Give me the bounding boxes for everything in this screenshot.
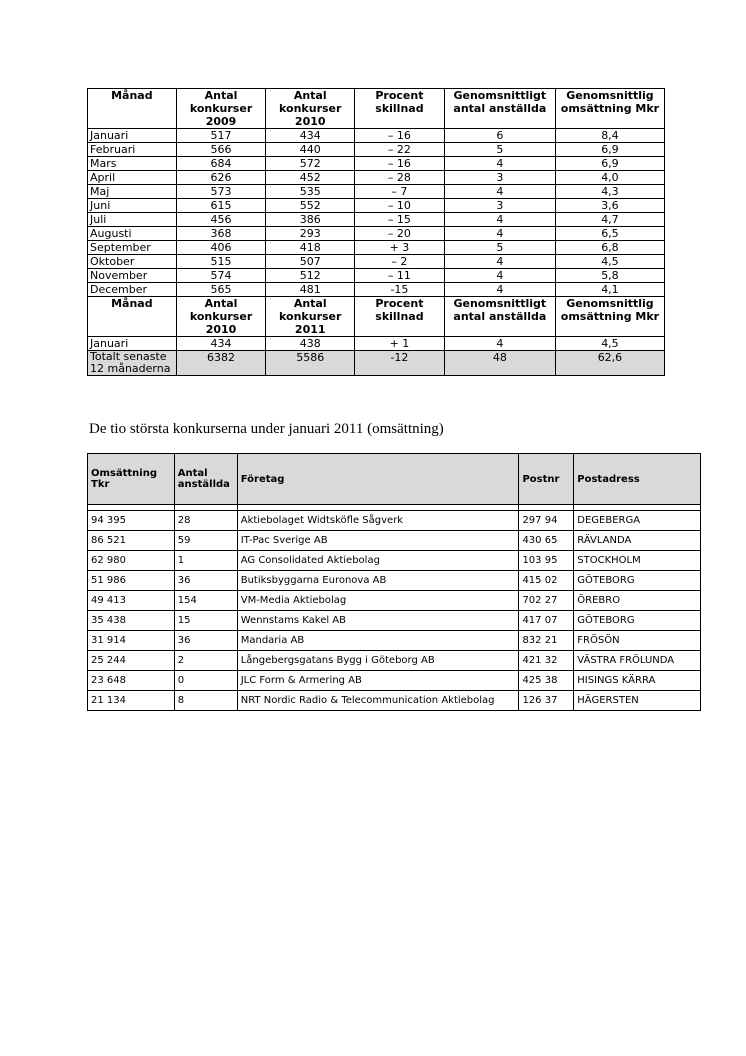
employees-cell: 1	[174, 551, 237, 571]
employees-cell: 154	[174, 591, 237, 611]
postal-address-cell: GÖTEBORG	[574, 611, 701, 631]
month-value-cell: -15	[355, 283, 445, 297]
monthly-bankruptcy-table	[87, 88, 665, 376]
month-value-cell: 5	[444, 241, 555, 255]
turnover-cell: 23 648	[88, 671, 175, 691]
month-value-cell: 4,1	[555, 283, 664, 297]
header-postnr: Postnr	[519, 454, 574, 505]
month-value-cell: 6	[444, 129, 555, 143]
month-value-cell: 4	[444, 283, 555, 297]
postal-code-cell: 297 94	[519, 511, 574, 531]
month-value-cell: 6,9	[555, 157, 664, 171]
postal-address-cell: HÄGERSTEN	[574, 691, 701, 711]
month-value-cell: 293	[266, 227, 355, 241]
month-value-cell: 434	[266, 129, 355, 143]
month-value-cell: 440	[266, 143, 355, 157]
month-value-cell: – 10	[355, 199, 445, 213]
month-value-cell: 517	[176, 129, 266, 143]
postal-address-cell: HISINGS KÄRRA	[574, 671, 701, 691]
month-value-cell: 4	[444, 255, 555, 269]
header-antal-anstallda: Antal anställda	[174, 454, 237, 505]
month-name-cell: Oktober	[88, 255, 177, 269]
month-row	[88, 143, 665, 157]
month-name-cell: Juni	[88, 199, 177, 213]
top-bankruptcies-table	[87, 453, 701, 711]
employees-cell: 15	[174, 611, 237, 631]
turnover-cell: 62 980	[88, 551, 175, 571]
month-row	[88, 129, 665, 143]
month-value-cell: 565	[176, 283, 266, 297]
month-value-cell: 4,7	[555, 213, 664, 227]
postal-address-cell: DEGEBERGA	[574, 511, 701, 531]
postal-address-cell: RÄVLANDA	[574, 531, 701, 551]
month-value-cell: 615	[176, 199, 266, 213]
postal-address-cell: STOCKHOLM	[574, 551, 701, 571]
total-value-cell: -12	[355, 351, 445, 376]
month-row	[88, 227, 665, 241]
header-omsattning: Genomsnittlig omsättning Mkr	[555, 89, 664, 129]
company-row	[88, 551, 701, 571]
month-value-cell: – 7	[355, 185, 445, 199]
postal-address-cell: FRÖSÖN	[574, 631, 701, 651]
header-omsattning-tkr: Omsättning Tkr	[88, 454, 175, 505]
company-row	[88, 611, 701, 631]
month-row	[88, 283, 665, 297]
company-cell: VM-Media Aktiebolag	[237, 591, 519, 611]
month-value-cell: 3,6	[555, 199, 664, 213]
month-value-cell: 3	[444, 199, 555, 213]
month-value-cell: 566	[176, 143, 266, 157]
employees-cell: 59	[174, 531, 237, 551]
month-name-cell: Januari	[88, 129, 177, 143]
month-value-cell: 452	[266, 171, 355, 185]
postal-code-cell: 417 07	[519, 611, 574, 631]
header-antal-2009: Antal konkurser 2009	[176, 89, 266, 129]
month-name-cell: Maj	[88, 185, 177, 199]
total-row	[88, 351, 665, 376]
month-value-cell: 4,5	[555, 255, 664, 269]
month-name-cell: Januari	[88, 337, 177, 351]
top-table-body	[88, 454, 701, 711]
postal-address-cell: VÄSTRA FRÖLUNDA	[574, 651, 701, 671]
month-value-cell: 4	[444, 227, 555, 241]
month-name-cell: September	[88, 241, 177, 255]
month-row	[88, 241, 665, 255]
month-value-cell: 684	[176, 157, 266, 171]
monthly-table-header-row	[88, 89, 665, 129]
total-label-cell: Totalt senaste 12 månaderna	[88, 351, 177, 376]
header2-cell: Procent skillnad	[355, 297, 445, 337]
company-row	[88, 651, 701, 671]
postal-code-cell: 702 27	[519, 591, 574, 611]
month-name-cell: December	[88, 283, 177, 297]
company-row	[88, 571, 701, 591]
turnover-cell: 31 914	[88, 631, 175, 651]
company-cell: Mandaria AB	[237, 631, 519, 651]
month-value-cell: 4,0	[555, 171, 664, 185]
month-name-cell: Augusti	[88, 227, 177, 241]
company-cell: Butiksbyggarna Euronova AB	[237, 571, 519, 591]
month-name-cell: Mars	[88, 157, 177, 171]
header2-cell: Antal konkurser 2011	[266, 297, 355, 337]
month-value-cell: 626	[176, 171, 266, 185]
employees-cell: 36	[174, 631, 237, 651]
postal-code-cell: 430 65	[519, 531, 574, 551]
turnover-cell: 51 986	[88, 571, 175, 591]
postal-code-cell: 126 37	[519, 691, 574, 711]
header2-cell: Månad	[88, 297, 177, 337]
company-cell: Wennstams Kakel AB	[237, 611, 519, 631]
month-name-cell: April	[88, 171, 177, 185]
month-value-cell: 386	[266, 213, 355, 227]
postal-code-cell: 103 95	[519, 551, 574, 571]
company-cell: JLC Form & Armering AB	[237, 671, 519, 691]
month-name-cell: November	[88, 269, 177, 283]
month-value-cell: 3	[444, 171, 555, 185]
month-value-cell: – 16	[355, 157, 445, 171]
month-row	[88, 171, 665, 185]
month-value-cell: 368	[176, 227, 266, 241]
header-antal-2010: Antal konkurser 2010	[266, 89, 355, 129]
month-value-cell: 572	[266, 157, 355, 171]
month-value-cell: + 1	[355, 337, 445, 351]
month-value-cell: 507	[266, 255, 355, 269]
company-row	[88, 531, 701, 551]
total-value-cell: 6382	[176, 351, 266, 376]
postal-code-cell: 832 21	[519, 631, 574, 651]
month-value-cell: – 11	[355, 269, 445, 283]
top-table-header-row	[88, 454, 701, 505]
turnover-cell: 94 395	[88, 511, 175, 531]
company-row	[88, 631, 701, 651]
header2-cell: Genomsnittligt antal anställda	[444, 297, 555, 337]
january-2011-row	[88, 337, 665, 351]
month-name-cell: Juli	[88, 213, 177, 227]
employees-cell: 2	[174, 651, 237, 671]
month-value-cell: 535	[266, 185, 355, 199]
employees-cell: 0	[174, 671, 237, 691]
month-value-cell: 406	[176, 241, 266, 255]
month-row	[88, 199, 665, 213]
company-row	[88, 511, 701, 531]
month-value-cell: + 3	[355, 241, 445, 255]
employees-cell: 8	[174, 691, 237, 711]
company-cell: Långebergsgatans Bygg i Göteborg AB	[237, 651, 519, 671]
postal-address-cell: ÖREBRO	[574, 591, 701, 611]
month-value-cell: 4	[444, 269, 555, 283]
company-row	[88, 691, 701, 711]
month-value-cell: 456	[176, 213, 266, 227]
month-value-cell: 4	[444, 337, 555, 351]
month-value-cell: 574	[176, 269, 266, 283]
month-value-cell: – 22	[355, 143, 445, 157]
month-value-cell: 4,3	[555, 185, 664, 199]
month-value-cell: 4,5	[555, 337, 664, 351]
month-value-cell: 4	[444, 157, 555, 171]
month-value-cell: – 15	[355, 213, 445, 227]
turnover-cell: 35 438	[88, 611, 175, 631]
month-value-cell: – 2	[355, 255, 445, 269]
top-bankruptcies-caption: De tio största konkurserna under januari 2011 (omsättning)	[89, 421, 444, 437]
postal-code-cell: 415 02	[519, 571, 574, 591]
month-row	[88, 185, 665, 199]
turnover-cell: 25 244	[88, 651, 175, 671]
turnover-cell: 21 134	[88, 691, 175, 711]
month-value-cell: – 20	[355, 227, 445, 241]
month-name-cell: Februari	[88, 143, 177, 157]
employees-cell: 28	[174, 511, 237, 531]
header-procent: Procent skillnad	[355, 89, 445, 129]
header-foretag: Företag	[237, 454, 519, 505]
month-value-cell: 6,9	[555, 143, 664, 157]
month-value-cell: 481	[266, 283, 355, 297]
month-value-cell: 4	[444, 185, 555, 199]
month-value-cell: 573	[176, 185, 266, 199]
postal-code-cell: 425 38	[519, 671, 574, 691]
company-cell: AG Consolidated Aktiebolag	[237, 551, 519, 571]
header2-cell: Antal konkurser 2010	[176, 297, 266, 337]
company-cell: IT-Pac Sverige AB	[237, 531, 519, 551]
header-manad: Månad	[88, 89, 177, 129]
header2-cell: Genomsnittlig omsättning Mkr	[555, 297, 664, 337]
month-value-cell: 515	[176, 255, 266, 269]
total-value-cell: 48	[444, 351, 555, 376]
header-postadress: Postadress	[574, 454, 701, 505]
company-cell: NRT Nordic Radio & Telecommunication Aktiebolag	[237, 691, 519, 711]
month-value-cell: 552	[266, 199, 355, 213]
month-row	[88, 157, 665, 171]
postal-address-cell: GÖTEBORG	[574, 571, 701, 591]
month-value-cell: – 16	[355, 129, 445, 143]
month-value-cell: 512	[266, 269, 355, 283]
month-value-cell: 434	[176, 337, 266, 351]
monthly-table-header-row-2011	[88, 297, 665, 337]
company-row	[88, 591, 701, 611]
month-value-cell: 6,8	[555, 241, 664, 255]
month-value-cell: 6,5	[555, 227, 664, 241]
header-anstallda: Genomsnittligt antal anställda	[444, 89, 555, 129]
month-value-cell: 4	[444, 213, 555, 227]
month-value-cell: – 28	[355, 171, 445, 185]
turnover-cell: 49 413	[88, 591, 175, 611]
month-row	[88, 213, 665, 227]
postal-code-cell: 421 32	[519, 651, 574, 671]
month-value-cell: 5	[444, 143, 555, 157]
month-row	[88, 255, 665, 269]
turnover-cell: 86 521	[88, 531, 175, 551]
company-row	[88, 671, 701, 691]
monthly-table-body	[88, 89, 665, 376]
month-value-cell: 438	[266, 337, 355, 351]
month-row	[88, 269, 665, 283]
total-value-cell: 5586	[266, 351, 355, 376]
company-cell: Aktiebolaget Widtsköfle Sågverk	[237, 511, 519, 531]
month-value-cell: 418	[266, 241, 355, 255]
month-value-cell: 5,8	[555, 269, 664, 283]
total-value-cell: 62,6	[555, 351, 664, 376]
month-value-cell: 8,4	[555, 129, 664, 143]
employees-cell: 36	[174, 571, 237, 591]
